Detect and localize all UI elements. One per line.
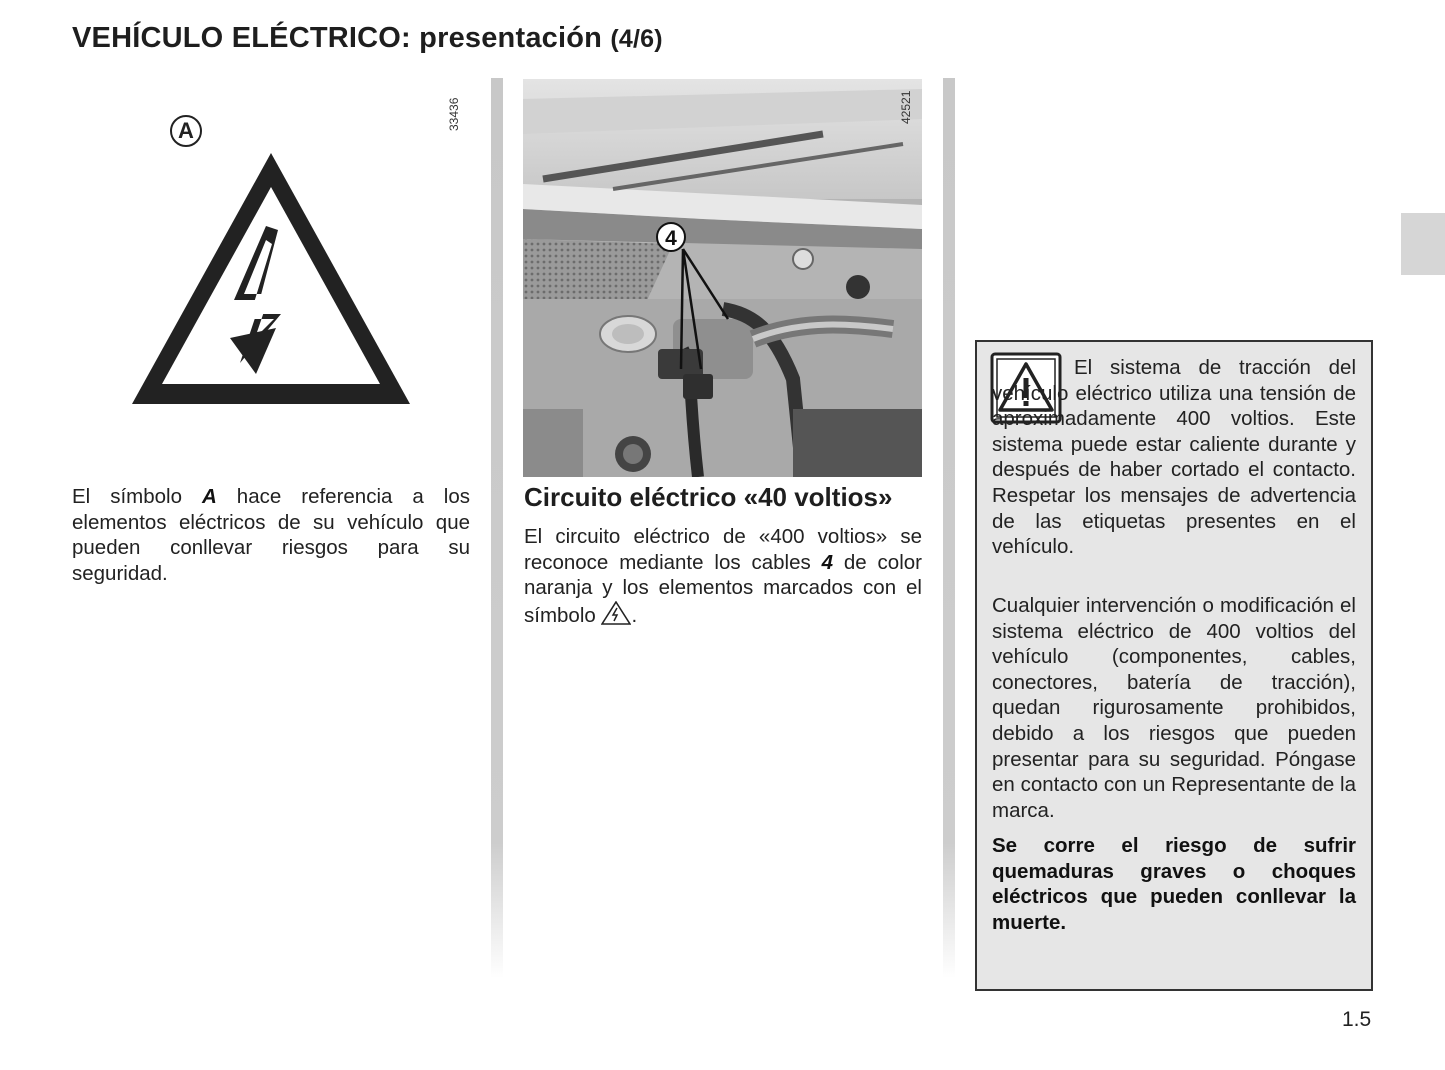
callout-4-label: 4 <box>665 227 677 250</box>
symbol-a-ref: A <box>202 485 217 508</box>
warning-paragraph-1: El sistema de tracción del vehículo eléctrico utiliza una tensión de aproximadamente 400 voltios. Este sistema puede estar caliente durante y después de haber cortado el contacto. Respetar los mensajes de advertencia de las etiquetas presentes en el vehículo. <box>992 356 1356 559</box>
column-separator-left <box>491 78 503 978</box>
page-part: (4/6) <box>610 25 663 53</box>
high-voltage-warning-icon <box>128 148 414 410</box>
page-title <box>72 22 663 55</box>
chapter-tab <box>1401 213 1445 275</box>
engine-bay-photo <box>523 79 922 477</box>
warning-paragraph-2: Cualquier intervención o modificación el sistema eléctrico de 400 voltios del vehículo (componentes, cables, conectores, batería de tracción), quedan rigurosamente prohibidos, debido a los riesgos que pueden presentar para su seguridad. Póngase en contacto con un Representante de la marca. <box>992 594 1356 822</box>
symbol-a-label: A <box>170 115 202 147</box>
page-number: 1.5 <box>1342 1008 1372 1031</box>
warning-paragraph-3: Se corre el riesgo de sufrir quemaduras graves o choques eléctricos que pueden conllevar la muerte. <box>992 834 1356 934</box>
figure-code-left: 33436 <box>447 97 461 131</box>
page-title-text: VEHÍCULO ELÉCTRICO: presentación <box>72 22 603 54</box>
high-voltage-symbol-icon <box>601 601 631 625</box>
figure-code-middle: 42521 <box>899 90 913 124</box>
section-heading: Circuito eléctrico «40 voltios» <box>524 482 893 512</box>
cable-ref-4: 4 <box>821 550 834 574</box>
column-separator-right <box>943 78 955 978</box>
middle-body-text: El circuito eléctrico de «400 voltios» se reconoce mediante los cables 4 de color naranja y los elementos marcados con el símbolo . <box>524 525 922 627</box>
left-body-text: El símbolo A hace referencia a los elementos eléctricos de su vehículo que pueden conllevar riesgos para su seguridad. <box>72 485 470 585</box>
